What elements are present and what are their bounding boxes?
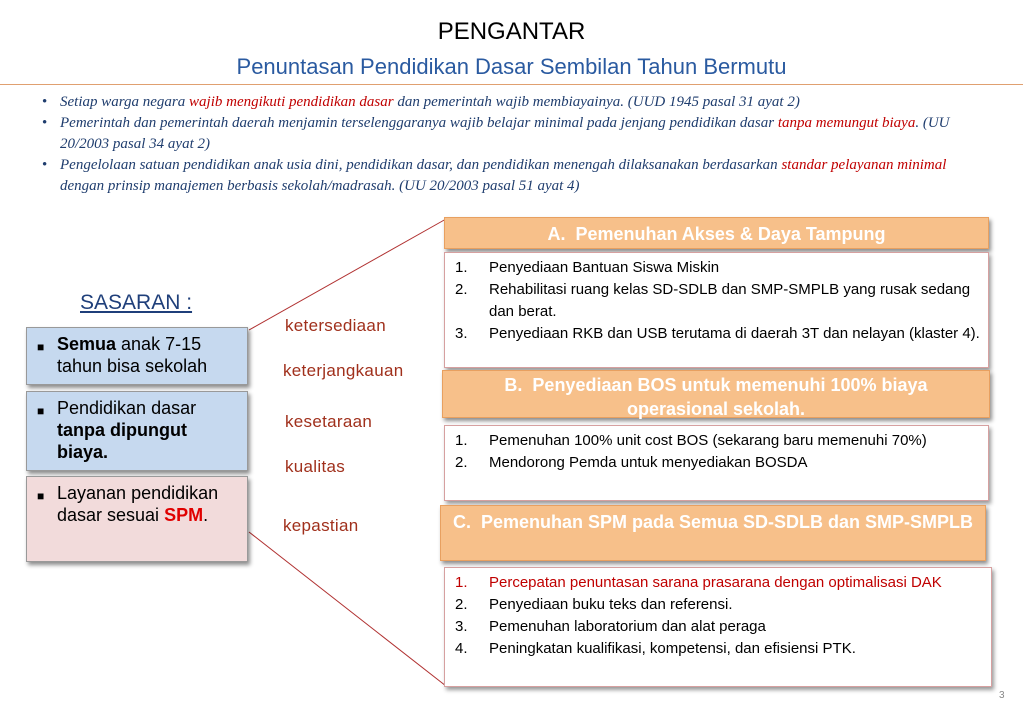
list-item: 2. Rehabilitasi ruang kelas SD-SDLB dan SMP-SMPLB yang rusak sedang dan berat. [455, 281, 971, 320]
keyword-kepastian: kepastian [283, 516, 359, 535]
section-b-list [444, 425, 989, 501]
list-item: 3. Pemenuhan laboratorium dan alat peraga [455, 618, 766, 635]
page-number: 3 [999, 690, 1005, 701]
sasaran-item-semua: ■ Semua anak 7-15 tahun bisa sekolah [26, 327, 248, 385]
connector-line-top [249, 219, 446, 330]
intro-bullet-3: • Pengelolaan satuan pendidikan anak usia dini, pendidikan dasar, dan pendidikan menengah dilaksanakan berdasarkan standar pelayanan minimal dengan prinsip manajemen berbasis sekolah/madrasah. (UU 20/2003 pasal 51 ayat 4) [38, 155, 988, 197]
intro-bullet-2: • Pemerintah dan pemerintah daerah menjamin terselenggaranya wajib belajar minimal pada jenjang pendidikan dasar tanpa memungut biaya. (UU 20/2003 pasal 34 ayat 2) [38, 113, 988, 155]
section-c-header: C. Pemenuhan SPM pada Semua SD-SDLB dan SMP-SMPLB [440, 505, 986, 561]
keyword-keterjangkauan: keterjangkauan [283, 361, 404, 380]
keyword-ketersediaan: ketersediaan [285, 316, 386, 335]
list-item: 4. Peningkatan kualifikasi, kompetensi, dan efisiensi PTK. [455, 640, 856, 657]
page-subtitle: Penuntasan Pendidikan Dasar Sembilan Tahun Bermutu [236, 54, 787, 79]
sasaran-item-spm: ■ Layanan pendidikan dasar sesuai SPM. [26, 476, 248, 562]
square-bullet-icon: ■ [37, 340, 45, 354]
list-item: 1. Pemenuhan 100% unit cost BOS (sekarang baru memenuhi 70%) [455, 432, 927, 449]
connector-line-bottom [249, 532, 446, 686]
section-a-header: A. Pemenuhan Akses & Daya Tampung [444, 217, 989, 249]
intro-bullet-1: • Setiap warga negara wajib mengikuti pendidikan dasar dan pemerintah wajib membiayainya. (UUD 1945 pasal 31 ayat 2) [38, 92, 988, 113]
sasaran-item-tanpa-biaya: ■ Pendidikan dasar tanpa dipungut biaya. [26, 391, 248, 471]
list-item: 2. Penyediaan buku teks dan referensi. [455, 596, 733, 613]
list-item: 1. Percepatan penuntasan sarana prasarana dengan optimalisasi DAK [455, 574, 942, 591]
list-item: 2. Mendorong Pemda untuk menyediakan BOSDA [455, 454, 808, 471]
square-bullet-icon: ■ [37, 489, 45, 503]
square-bullet-icon: ■ [37, 404, 45, 418]
sasaran-heading: SASARAN : [80, 291, 193, 314]
keyword-kualitas: kualitas [285, 457, 346, 476]
section-b-header: B. Penyediaan BOS untuk memenuhi 100% biaya operasional sekolah. [442, 370, 990, 418]
section-c-list [444, 567, 992, 687]
page-title: PENGANTAR [437, 18, 586, 45]
keyword-kesetaraan: kesetaraan [285, 412, 373, 431]
list-item: 1. Penyediaan Bantuan Siswa Miskin [455, 259, 720, 276]
list-item: 3. Penyediaan RKB dan USB terutama di daerah 3T dan nelayan (klaster 4). [455, 325, 980, 342]
section-a-list [444, 252, 989, 368]
